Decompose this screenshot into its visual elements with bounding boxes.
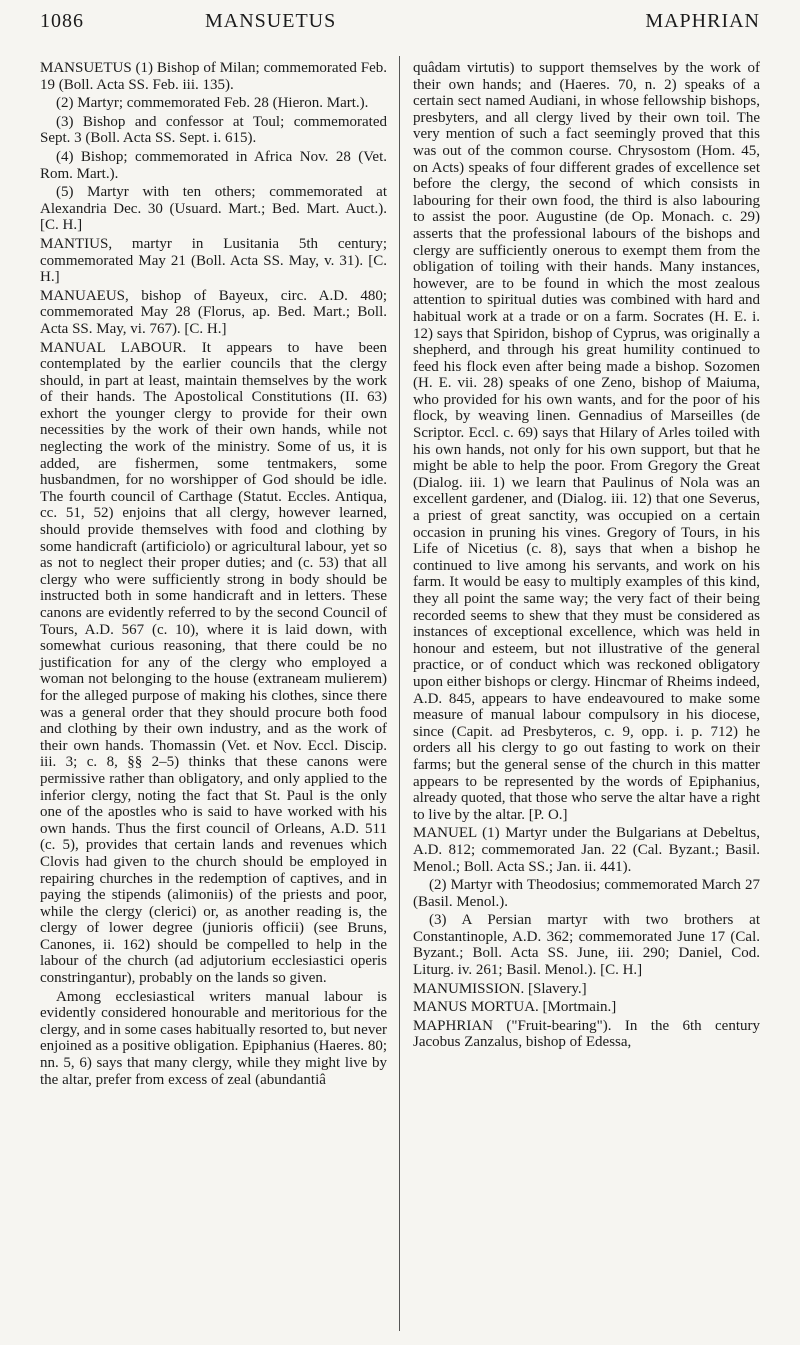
entry-manual-labour-cont: Among ecclesiastical writers manual labour is evidently considered honourable and meritorious for the clergy, and in some cases habitually resorted to, but never enjoined as a positive obligation. Epiphanius (Haeres. 80; nn. 5, 6) says that many clergy, while they might live by the altar, prefer from excess of zeal (abundantiâ	[40, 988, 387, 1088]
entry-mansuetus-4: (4) Bishop; commemorated in Africa Nov. 28 (Vet. Rom. Mart.).	[40, 148, 387, 182]
left-running-head: MANSUETUS	[205, 10, 337, 32]
entry-manuel-1: MANUEL (1) Martyr under the Bulgarians at Debeltus, A.D. 812; commemorated Jan. 22 (Cal. Byzant.; Basil. Menol.; Boll. Acta SS.; Jan. ii. 441).	[413, 825, 760, 875]
entry-mansuetus-3: (3) Bishop and confessor at Toul; commemorated Sept. 3 (Boll. Acta SS. Sept. i. 615).	[40, 113, 387, 147]
page-number: 1086	[40, 10, 84, 32]
column-divider	[399, 56, 400, 1331]
entry-mansuetus-1: MANSUETUS (1) Bishop of Milan; commemorated Feb. 19 (Boll. Acta SS. Feb. iii. 135).	[40, 60, 387, 93]
entry-manuaeus: MANUAEUS, bishop of Bayeux, circ. A.D. 480; commemorated May 28 (Florus, ap. Bed. Mart.; Boll. Acta SS. May, vi. 767). [C. H.]	[40, 287, 387, 337]
entry-manual-labour-end: quâdam virtutis) to support themselves by the work of their own hands; and (Haeres. 70, n. 2) speaks of a certain sect named Audiani, in whose fellowship bishops, presbyters, and all clergy lived by their own toil. The very mention of such a fact seemingly proved that this was out of the common course. Chrysostom (Hom. 45, on Acts) speaks of four different grades of excellence set before the clergy, the second of which consists in labouring for their own food, the third is also labouring to assist the poor. Augustine (de Op. Monach. c. 29) asserts that the professional labours of the bishops and clergy are sufficiently onerous to exempt them from the obligation of toiling with their hands. Many instances, however, are to be found in which the most zealous attention to spiritual duties was combined with hard and habitual work at a trade or on a farm. Socrates (H. E. i. 12) says that Spiridon, bishop of Cyprus, was originally a shepherd, and through his great humility continued to feed his flock even after being made a bishop. Sozomen (H. E. vii. 28) speaks of one Zeno, bishop of Maiuma, who provided for his own wants, and for the poor of his flock, by weaving linen. Gennadius of Marseilles (de Scriptor. Eccl. c. 69) says that Hilary of Arles toiled with his own hands, not only for his own support, but that he might be able to help the poor. From Gregory the Great (Dialog. iii. 1) we learn that Paulinus of Nola was an excellent gardener, and (Dialog. iii. 12) that one Severus, a priest of great sanctity, was occupied on a certain occasion in pruning his vines. Gregory of Tours, in his Life of Nicetius (c. 8), says that when a bishop he continued to live among his servants, and work on his farm. It would be easy to multiply examples of this kind, they all point the same way; the very fact of their being recorded seems to shew that they must be considered as instances of exceptional excellence, which was held in honour and esteem, but not illustrative of the general practice, or of conduct which was reckoned obligatory upon either bishops or clergy. Hincmar of Rheims indeed, A.D. 845, appears to have endeavoured to make some measure of manual labour compulsory in his diocese, since (Capit. ad Presbyteros, c. 9, opp. i. p. 712) he orders all his clergy to go out fasting to work on their farms; but the general sense of the church in this matter appears to be represented by the words of Epiphanius, already quoted, that those who serve the altar have a right to live by the altar. [P. O.]	[413, 60, 761, 823]
right-column	[413, 60, 760, 1053]
entry-manumission: MANUMISSION. [Slavery.]	[413, 980, 587, 997]
running-header	[40, 10, 760, 36]
left-column	[40, 60, 387, 1090]
entry-manual-labour: MANUAL LABOUR. It appears to have been contemplated by the earlier councils that the clergy should, in part at least, maintain themselves by the work of their hands. The Apostolical Constitutions (II. 63) exhort the younger clergy to provide for their own necessities by the work of their own hands, while not neglecting the work of the ministry. Some of us, it is added, are fishermen, some tentmakers, some husbandmen, for no worshipper of God should be idle. The fourth council of Carthage (Statut. Eccles. Antiqua, cc. 51, 52) enjoins that all clergy, however learned, should provide themselves with food and clothing by some handicraft (artificiolo) or agricultural labour, yet so as not to neglect their proper duties; and (c. 53) that all clergy who were sufficiently strong in body should be instructed both in some handicraft and in letters. These canons are evidently referred to by the second Council of Tours, A.D. 567 (c. 10), where it is laid down, with somewhat curious reasoning, that there could be no justification for any of the clergy who employed a woman not belonging to the house (extraneam mulierem) for the alleged purpose of making his clothes, since there was a general order that they should procure both food and clothing by their own industry, and as the work of their own hands. Thomassin (Vet. et Nov. Eccl. Discip. iii. 3; c. 8, §§ 2–5) thinks that these canons were permissive rather than obligatory, and only applied to the inferior clergy, noting the fact that St. Paul is the only one of the apostles who is said to have worked with his own hands. Thus the first council of Orleans, A.D. 511 (c. 5), provides that certain lands and revenues which Clovis had given to the church should be employed in repairing churches in the redemption of captives, and in paying the stipends (alimoniis) of the priests and poor, while the clergy (clerici) or, as another reading is, the clergy of lower degree (junioris officii) (see Bruns, Canones, ii. 162) should be compelled to help in the labour of the church (ad adjutorium ecclesiastici operis constringantur), probably on the lands so given.	[40, 339, 387, 987]
entry-mansuetus-5: (5) Martyr with ten others; commemorated at Alexandria Dec. 30 (Usuard. Mart.; Bed. Mart. Auct.). [C. H.]	[40, 184, 387, 234]
entry-manuel-3: (3) A Persian martyr with two brothers at Constantinople, A.D. 362; commemorated June 17 (Cal. Byzant.; Boll. Acta SS. June, iii. 290; Daniel, Cod. Liturg. iv. 261; Basil. Menol.). [C. H.]	[413, 912, 760, 979]
entry-maphrian: MAPHRIAN ("Fruit-bearing"). In the 6th century Jacobus Zanzalus, bishop of Edessa,	[413, 1017, 760, 1051]
entry-manus-mortua: MANUS MORTUA. [Mortmain.]	[413, 999, 617, 1016]
entry-mantius: MANTIUS, martyr in Lusitania 5th century; commemorated May 21 (Boll. Acta SS. May, v. 31). [C. H.]	[40, 235, 387, 286]
entry-mansuetus-2: (2) Martyr; commemorated Feb. 28 (Hieron. Mart.).	[56, 95, 369, 112]
entry-manuel-2: (2) Martyr with Theodosius; commemorated March 27 (Basil. Menol.).	[413, 877, 760, 910]
right-running-head: MAPHRIAN	[645, 10, 760, 32]
